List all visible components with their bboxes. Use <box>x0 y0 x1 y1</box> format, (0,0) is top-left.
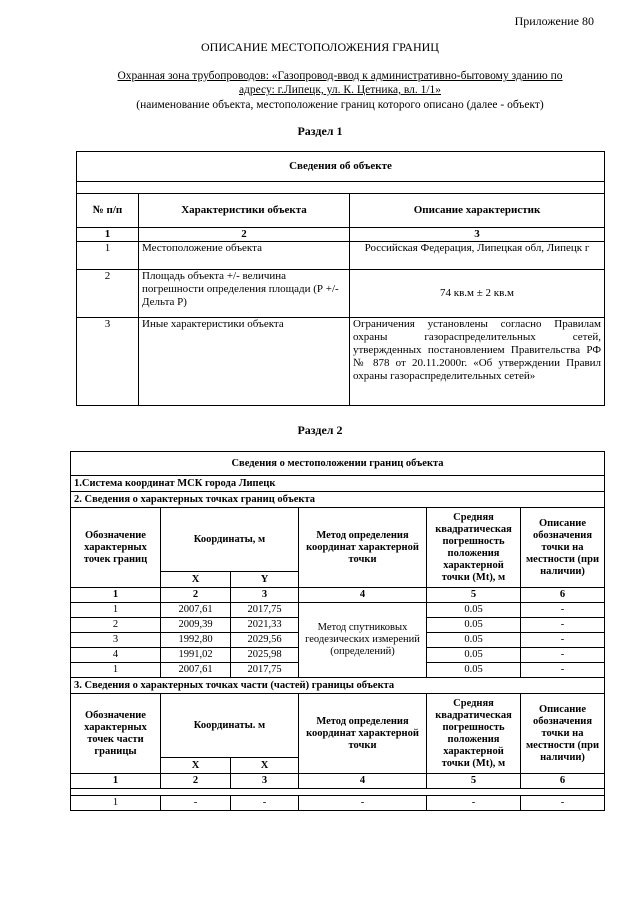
point-number: 3 <box>71 633 161 648</box>
section1-title: Раздел 1 <box>297 124 343 138</box>
object-info-table <box>76 151 605 406</box>
col-index: 6 <box>521 774 605 789</box>
point-x: 2007,61 <box>161 663 231 678</box>
point-number: 4 <box>71 648 161 663</box>
point-y: 2021,33 <box>231 618 299 633</box>
object-name-line1: Охранная зона трубопроводов: «Газопровод-ввод к административно-бытовому зданию по <box>117 70 563 82</box>
point-y: 2025,98 <box>231 648 299 663</box>
appendix-label: Приложение 80 <box>514 14 594 28</box>
row-num: 2 <box>77 270 139 318</box>
col-char-header: Характеристики объекта <box>139 194 350 228</box>
point-x: 1991,02 <box>161 648 231 663</box>
point-error: 0.05 <box>427 648 521 663</box>
col-y-part-header: X <box>231 758 299 774</box>
col-index: 3 <box>231 774 299 789</box>
part-point-x: - <box>161 796 231 811</box>
object-name-line2: адресу: г.Липецк, ул. К. Цетника, вл. 1/1» <box>238 84 442 96</box>
method-cell: Метод спутниковых геодезических измерений (определений) <box>299 603 427 678</box>
table-row <box>71 603 605 618</box>
spacer-row <box>71 789 605 796</box>
col-index: 2 <box>161 774 231 789</box>
col-desc-header: Описание обозначения точки на местности (при наличии) <box>521 694 605 774</box>
spacer-row <box>77 182 605 194</box>
point-error: 0.05 <box>427 633 521 648</box>
object-name-note: (наименование объекта, местоположение границ которого описано (далее - объект) <box>136 99 544 111</box>
col-x-header: X <box>161 572 231 588</box>
parts-section-title: 3. Сведения о характерных точках части (частей) границы объекта <box>71 678 605 694</box>
col-coords-header: Координаты, м <box>161 508 299 572</box>
point-desc: - <box>521 633 605 648</box>
row-desc: Российская Федерация, Липецкая обл, Липецк г <box>350 242 605 270</box>
point-desc: - <box>521 648 605 663</box>
col-index: 4 <box>299 588 427 603</box>
col-desc-header: Описание характеристик <box>350 194 605 228</box>
part-desc: - <box>521 796 605 811</box>
point-number: 2 <box>71 618 161 633</box>
col-desc-header: Описание обозначения точки на местности (при наличии) <box>521 508 605 588</box>
col-method-header: Метод определения координат характерной точки <box>299 694 427 774</box>
col-coords-part-header: Координаты. м <box>161 694 299 758</box>
row-desc: Ограничения установлены согласно Правилам охраны газораспределительных сетей, утвержденных постановлением Правительства РФ № 878 от 20.11.2000г. «Об утверждении Правил охраны газораспределительных сетей» <box>350 318 605 406</box>
object-info-title: Сведения об объекте <box>77 152 605 182</box>
part-method: - <box>299 796 427 811</box>
table-row <box>77 270 605 318</box>
point-number: 1 <box>71 603 161 618</box>
point-desc: - <box>521 603 605 618</box>
col-index: 5 <box>427 588 521 603</box>
point-error: 0.05 <box>427 663 521 678</box>
row-num: 1 <box>77 242 139 270</box>
row-char: Площадь объекта +/- величина погрешности определения площади (Р +/- Дельта Р) <box>139 270 350 318</box>
point-y: 2029,56 <box>231 633 299 648</box>
col-index: 5 <box>427 774 521 789</box>
col-index: 1 <box>71 774 161 789</box>
row-char: Иные характеристики объекта <box>139 318 350 406</box>
col-index: 6 <box>521 588 605 603</box>
section2-title: Раздел 2 <box>297 423 343 437</box>
col-point-part-header: Обозначение характерных точек части границы <box>71 694 161 774</box>
row-num: 3 <box>77 318 139 406</box>
part-point-y: - <box>231 796 299 811</box>
col-x-part-header: X <box>161 758 231 774</box>
point-desc: - <box>521 618 605 633</box>
col-num-header: № п/п <box>77 194 139 228</box>
coord-system: 1.Система координат МСК города Липецк <box>71 476 605 492</box>
points-section-title: 2. Сведения о характерных точках границ объекта <box>71 492 605 508</box>
col-index: 3 <box>231 588 299 603</box>
point-x: 1992,80 <box>161 633 231 648</box>
col-method-header: Метод определения координат характерной точки <box>299 508 427 588</box>
point-error: 0.05 <box>427 618 521 633</box>
col-index: 4 <box>299 774 427 789</box>
boundary-table-title: Сведения о местоположении границ объекта <box>71 452 605 476</box>
row-desc: 74 кв.м ± 2 кв.м <box>350 270 605 318</box>
table-row <box>77 242 605 270</box>
part-error: - <box>427 796 521 811</box>
col-error-header: Средняя квадратическая погрешность положения характерной точки (Mt), м <box>427 508 521 588</box>
col-error-header: Средняя квадратическая погрешность положения характерной точки (Mt), м <box>427 694 521 774</box>
col-point-header: Обозначение характерных точек границ <box>71 508 161 588</box>
point-error: 0.05 <box>427 603 521 618</box>
col-index: 3 <box>350 228 605 242</box>
col-index: 2 <box>161 588 231 603</box>
part-point-number: 1 <box>71 796 161 811</box>
col-index: 2 <box>139 228 350 242</box>
point-number: 1 <box>71 663 161 678</box>
col-index: 1 <box>71 588 161 603</box>
point-y: 2017,75 <box>231 663 299 678</box>
point-desc: - <box>521 663 605 678</box>
row-char: Местоположение объекта <box>139 242 350 270</box>
point-x: 2007,61 <box>161 603 231 618</box>
col-y-header: Y <box>231 572 299 588</box>
point-x: 2009,39 <box>161 618 231 633</box>
table-row <box>77 318 605 406</box>
col-index: 1 <box>77 228 139 242</box>
table-row <box>71 796 605 811</box>
boundary-table <box>70 451 605 811</box>
point-y: 2017,75 <box>231 603 299 618</box>
document-title: ОПИСАНИЕ МЕСТОПОЛОЖЕНИЯ ГРАНИЦ <box>201 40 439 54</box>
